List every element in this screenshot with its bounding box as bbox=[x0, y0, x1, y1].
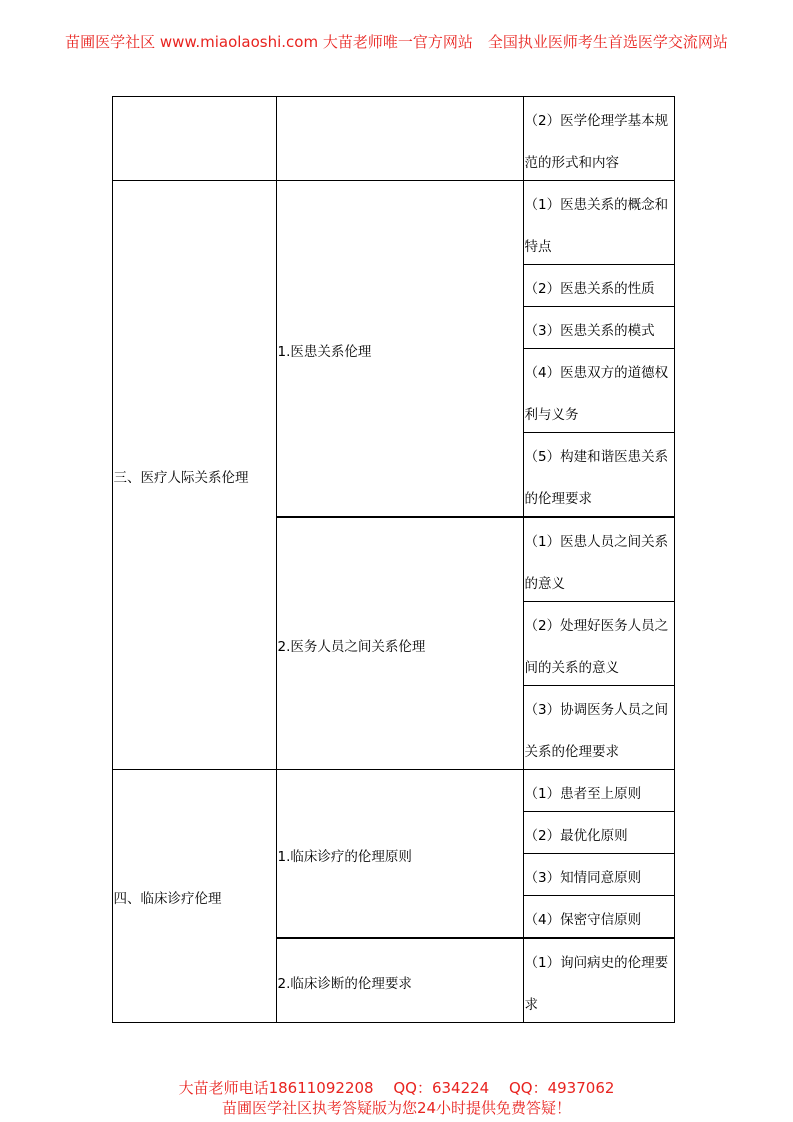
cell-text: （3）知情同意原则 bbox=[524, 870, 642, 887]
section-cell bbox=[112, 180, 277, 770]
cell-text: 四、临床诊疗伦理 bbox=[113, 891, 222, 908]
cell-text: 三、医疗人际关系伦理 bbox=[113, 470, 249, 487]
item-cell bbox=[523, 769, 675, 812]
subtopic-cell bbox=[276, 517, 524, 771]
item-cell bbox=[523, 853, 675, 896]
section-cell bbox=[112, 769, 277, 1023]
item-cell bbox=[523, 348, 675, 433]
cell-text: 2.医务人员之间关系伦理 bbox=[277, 638, 426, 655]
cell-text: （1）患者至上原则 bbox=[524, 786, 642, 803]
item-cell bbox=[523, 517, 675, 602]
item-cell bbox=[523, 895, 675, 938]
cell-text: （3）协调医务人员之间 bbox=[524, 701, 669, 718]
cell-text: （1）医患人员之间关系 bbox=[524, 533, 669, 550]
cell-text: （1）询问病史的伦理要 bbox=[524, 954, 669, 971]
cell-text: （2）最优化原则 bbox=[524, 828, 628, 845]
cell-text: （2）处理好医务人员之 bbox=[524, 617, 669, 634]
subtopic-cell bbox=[276, 96, 524, 181]
item-cell bbox=[523, 601, 675, 686]
item-cell bbox=[523, 811, 675, 854]
item-cell bbox=[523, 938, 675, 1023]
cell-text: （4）医患双方的道德权 bbox=[524, 365, 669, 382]
cell-text: （3）医患关系的模式 bbox=[524, 323, 655, 340]
cell-text: 的伦理要求 bbox=[524, 491, 592, 508]
cell-text: 的意义 bbox=[524, 575, 565, 592]
page-header: 苗圃医学社区 www.miaolaoshi.com 大苗老师唯一官方网站 全国执业医师考生首选医学交流网站 bbox=[65, 33, 728, 51]
cell-text: 关系的伦理要求 bbox=[524, 744, 619, 761]
cell-text: 特点 bbox=[524, 238, 552, 255]
cell-text: （1）医患关系的概念和 bbox=[524, 196, 669, 213]
item-cell bbox=[523, 180, 675, 265]
section-cell bbox=[112, 96, 277, 181]
footer-contact: 大苗老师电话18611092208 QQ：634224 QQ：4937062 bbox=[178, 1079, 615, 1097]
subtopic-cell bbox=[276, 180, 524, 518]
cell-text: （4）保密守信原则 bbox=[524, 912, 642, 929]
item-cell bbox=[523, 264, 675, 307]
subtopic-cell bbox=[276, 938, 524, 1023]
cell-text: 利与义务 bbox=[524, 407, 579, 424]
subtopic-cell bbox=[276, 769, 524, 938]
cell-text: 间的关系的意义 bbox=[524, 659, 619, 676]
cell-text: 1.临床诊疗的伦理原则 bbox=[277, 849, 412, 866]
cell-text: 1.医患关系伦理 bbox=[277, 344, 372, 361]
cell-text: 范的形式和内容 bbox=[524, 154, 619, 171]
cell-text: （5）构建和谐医患关系 bbox=[524, 449, 669, 466]
footer-notice: 苗圃医学社区执考答疑版为您24小时提供免费答疑！ bbox=[221, 1099, 572, 1117]
item-cell bbox=[523, 96, 675, 181]
cell-text: （2）医患关系的性质 bbox=[524, 280, 655, 297]
cell-text: 求 bbox=[524, 996, 538, 1013]
item-cell bbox=[523, 432, 675, 517]
cell-text: （2）医学伦理学基本规 bbox=[524, 112, 669, 129]
item-cell bbox=[523, 685, 675, 770]
item-cell bbox=[523, 306, 675, 349]
cell-text: 2.临床诊断的伦理要求 bbox=[277, 975, 412, 992]
